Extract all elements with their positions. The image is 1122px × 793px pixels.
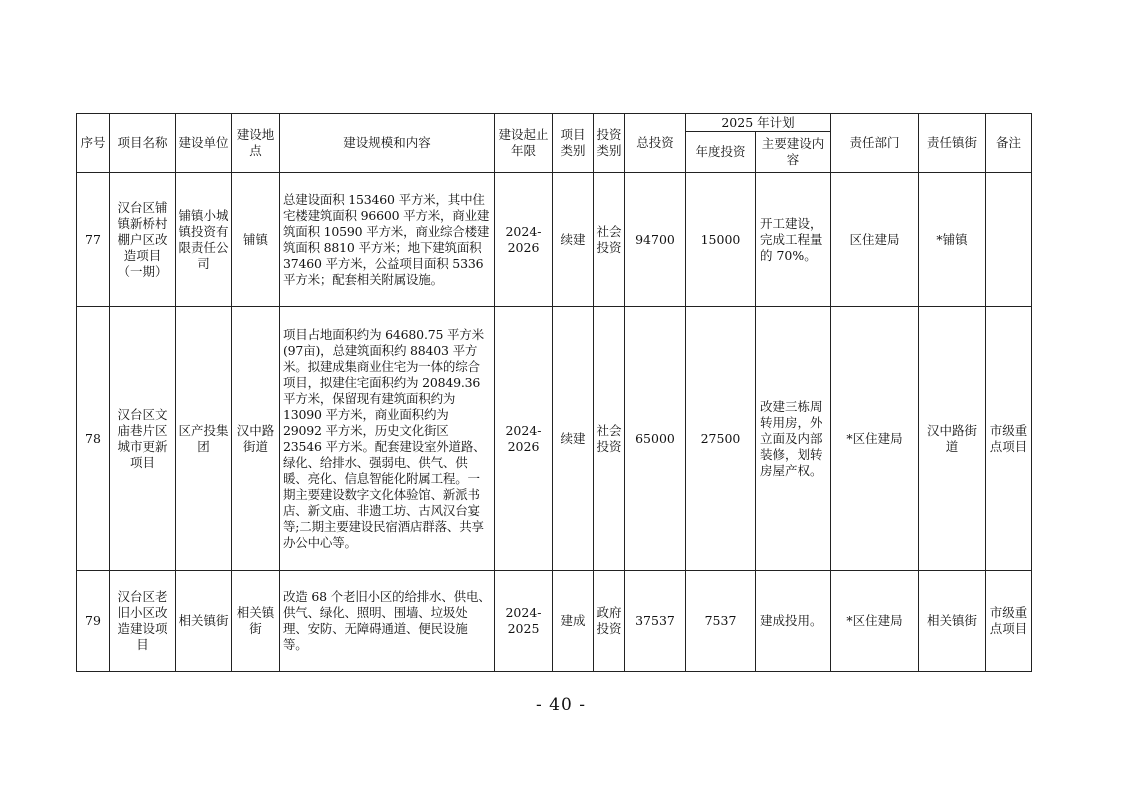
cell-unit: 区产投集团 [176, 307, 232, 571]
cell-scale: 总建设面积 153460 平方米，其中住宅楼建筑面积 96600 平方米，商业建筑面积 10590 平方米，商业综合楼建筑面积 8810 平方米；地下建筑面积 37460 平方米，公益项目面积 5336 平方米；配套相关附属设施。 [280, 173, 495, 307]
cell-annual: 7537 [686, 571, 756, 672]
header-seq: 序号 [77, 114, 110, 173]
cell-period: 2024-2026 [495, 307, 553, 571]
table-row [77, 571, 1032, 672]
cell-name: 汉台区文庙巷片区城市更新项目 [110, 307, 176, 571]
header-annual: 年度投资 [686, 132, 756, 173]
header-total: 总投资 [625, 114, 686, 173]
cell-unit: 相关镇街 [176, 571, 232, 672]
cell-scale: 项目占地面积约为 64680.75 平方米(97亩)，总建筑面积约 88403 平方米。拟建成集商业住宅为一体的综合项目，拟建住宅面积约为 20849.36 平方米，保留现有建筑面积约为 13090 平方米，商业面积约为 29092 平方米，历史文化街区 23546 平方米。配套建设室外道路、绿化、给排水、强弱电、供气、供暖、亮化、信息智能化附属工程。一期主要建设数字文化体验馆、新派书店、新文庙、非遗工坊、古风汉台宴等;二期主要建设民宿酒店群落、共享办公中心等。 [280, 307, 495, 571]
cell-annual: 27500 [686, 307, 756, 571]
cell-place: 相关镇街 [232, 571, 280, 672]
table-row [77, 173, 1032, 307]
header-street: 责任镇街 [919, 114, 986, 173]
cell-note: 市级重点项目 [986, 307, 1032, 571]
cell-total: 65000 [625, 307, 686, 571]
header-note: 备注 [986, 114, 1032, 173]
header-period: 建设起止年限 [495, 114, 553, 173]
cell-period: 2024-2025 [495, 571, 553, 672]
cell-total: 94700 [625, 173, 686, 307]
cell-total: 37537 [625, 571, 686, 672]
cell-dept: *区住建局 [831, 307, 919, 571]
header-unit: 建设单位 [176, 114, 232, 173]
cell-seq: 79 [77, 571, 110, 672]
cell-seq: 77 [77, 173, 110, 307]
cell-street: 相关镇街 [919, 571, 986, 672]
cell-scale: 改造 68 个老旧小区的给排水、供电、供气、绿化、照明、围墙、垃圾处理、安防、无障碍通道、便民设施等。 [280, 571, 495, 672]
cell-note: 市级重点项目 [986, 571, 1032, 672]
cell-street: 汉中路街道 [919, 307, 986, 571]
cell-annual: 15000 [686, 173, 756, 307]
header-plan-group: 2025 年计划 [686, 114, 831, 132]
project-table [76, 113, 1032, 672]
table-row [77, 307, 1032, 571]
cell-street: *铺镇 [919, 173, 986, 307]
cell-dept: 区住建局 [831, 173, 919, 307]
page-number: - 40 - [536, 695, 586, 715]
cell-main-content: 开工建设，完成工程量的 70%。 [756, 173, 831, 307]
cell-invest-type: 社会投资 [594, 173, 625, 307]
cell-name: 汉台区老旧小区改造建设项目 [110, 571, 176, 672]
cell-main-content: 建成投用。 [756, 571, 831, 672]
cell-invest-type: 政府投资 [594, 571, 625, 672]
cell-period: 2024-2026 [495, 173, 553, 307]
cell-unit: 铺镇小城镇投资有限责任公司 [176, 173, 232, 307]
cell-seq: 78 [77, 307, 110, 571]
cell-category: 续建 [553, 173, 594, 307]
header-category: 项目类别 [553, 114, 594, 173]
header-dept: 责任部门 [831, 114, 919, 173]
cell-category: 续建 [553, 307, 594, 571]
header-name: 项目名称 [110, 114, 176, 173]
cell-place: 铺镇 [232, 173, 280, 307]
cell-note [986, 173, 1032, 307]
cell-name: 汉台区铺镇新桥村棚户区改造项目（一期） [110, 173, 176, 307]
cell-main-content: 改建三栋周转用房，外立面及内部装修，划转房屋产权。 [756, 307, 831, 571]
cell-place: 汉中路街道 [232, 307, 280, 571]
cell-dept: *区住建局 [831, 571, 919, 672]
header-place: 建设地点 [232, 114, 280, 173]
cell-invest-type: 社会投资 [594, 307, 625, 571]
header-scale: 建设规模和内容 [280, 114, 495, 173]
header-invest-type: 投资类别 [594, 114, 625, 173]
header-main-content: 主要建设内容 [756, 132, 831, 173]
cell-category: 建成 [553, 571, 594, 672]
